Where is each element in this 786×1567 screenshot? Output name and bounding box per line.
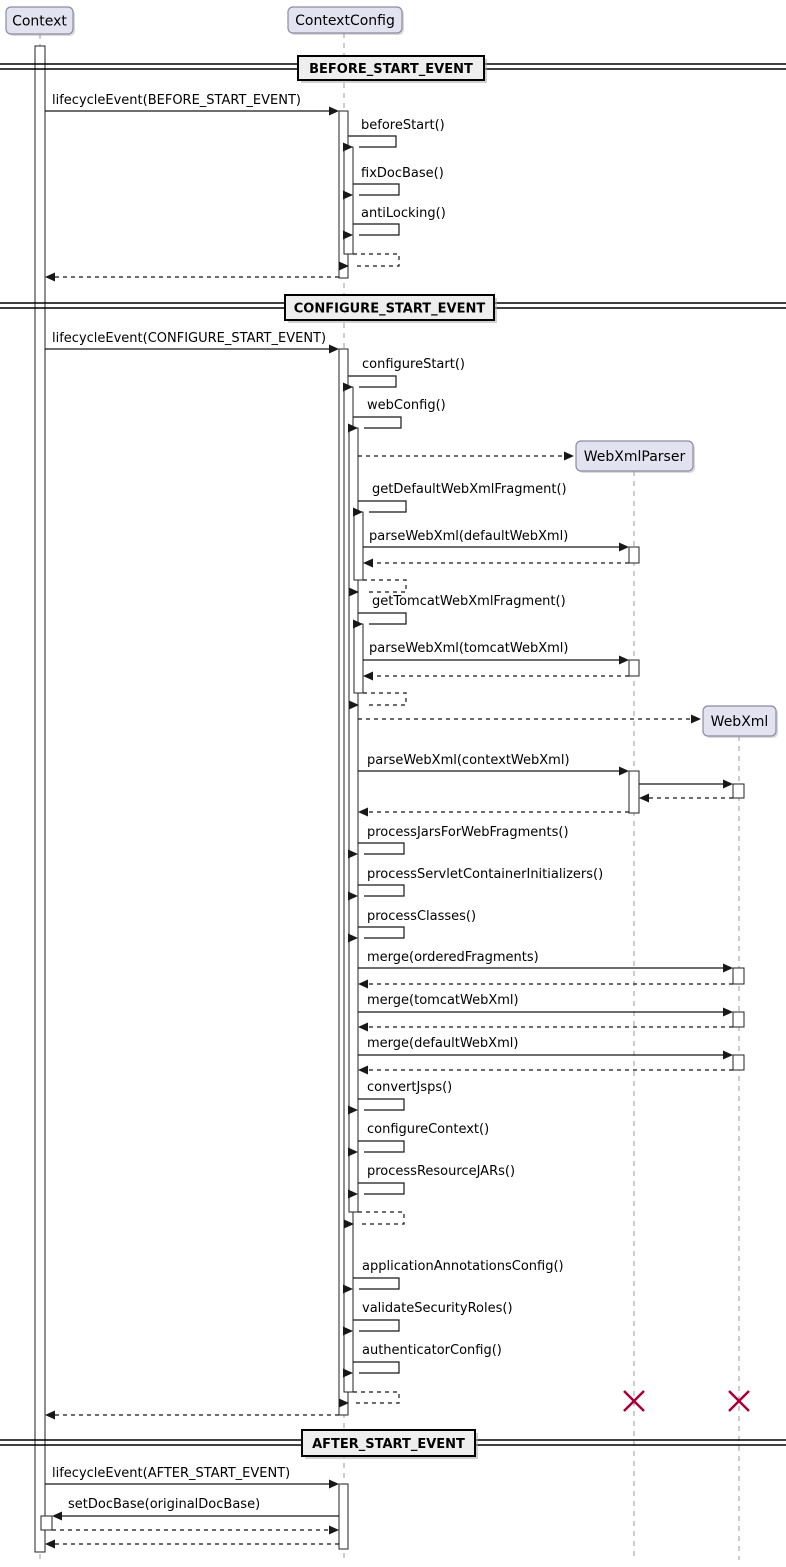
message-label: getTomcatWebXmlFragment() [372, 594, 566, 609]
message-label: webConfig() [367, 398, 446, 413]
message-label: applicationAnnotationsConfig() [362, 1259, 564, 1274]
message-label: configureContext() [367, 1122, 490, 1137]
message-label: fixDocBase() [361, 166, 444, 181]
activation-bar [629, 660, 639, 676]
message-label: parseWebXml(contextWebXml) [367, 753, 570, 768]
activation-bar [629, 771, 639, 813]
message-label: authenticatorConfig() [362, 1343, 502, 1358]
message-label: processJarsForWebFragments() [367, 825, 569, 840]
message-label: lifecycleEvent(BEFORE_START_EVENT) [52, 93, 301, 108]
message-label: parseWebXml(tomcatWebXml) [369, 641, 569, 656]
activation-bar [733, 1055, 744, 1070]
message-label: validateSecurityRoles() [362, 1301, 513, 1316]
message-label: merge(tomcatWebXml) [367, 993, 519, 1008]
activation-bar [354, 512, 363, 580]
participant-label-web-xml-parser: WebXmlParser [583, 449, 686, 465]
divider-label: BEFORE_START_EVENT [309, 62, 473, 77]
message-label: merge(orderedFragments) [367, 950, 539, 965]
participant-label-context-config: ContextConfig [295, 13, 395, 29]
message-label: lifecycleEvent(AFTER_START_EVENT) [52, 1466, 291, 1481]
divider-label: CONFIGURE_START_EVENT [293, 301, 486, 317]
message-label: setDocBase(originalDocBase) [68, 1497, 261, 1512]
activation-bar [339, 1484, 348, 1549]
participant-label-web-xml: WebXml [710, 714, 769, 730]
activation-bar [629, 547, 639, 563]
message-label: convertJsps() [367, 1080, 453, 1095]
activation-bar [733, 968, 744, 984]
divider-label: AFTER_START_EVENT [312, 1437, 465, 1452]
message-label: antiLocking() [361, 206, 446, 221]
activation-bar [733, 1012, 744, 1027]
message-label: configureStart() [362, 357, 465, 372]
activation-bar [733, 784, 744, 798]
message-label: merge(defaultWebXml) [367, 1036, 519, 1051]
activation-bar [41, 1516, 52, 1530]
activation-bar [354, 624, 363, 693]
participant-label-context: Context [12, 13, 67, 30]
message-label: processClasses() [367, 909, 477, 924]
activation-bar [35, 46, 45, 1552]
message-label: getDefaultWebXmlFragment() [372, 482, 567, 497]
message-label: processResourceJARs() [367, 1164, 516, 1179]
message-label: lifecycleEvent(CONFIGURE_START_EVENT) [52, 331, 327, 346]
message-label: beforeStart() [361, 118, 445, 133]
message-label: processServletContainerInitializers() [367, 867, 604, 882]
message-label: parseWebXml(defaultWebXml) [369, 529, 569, 544]
